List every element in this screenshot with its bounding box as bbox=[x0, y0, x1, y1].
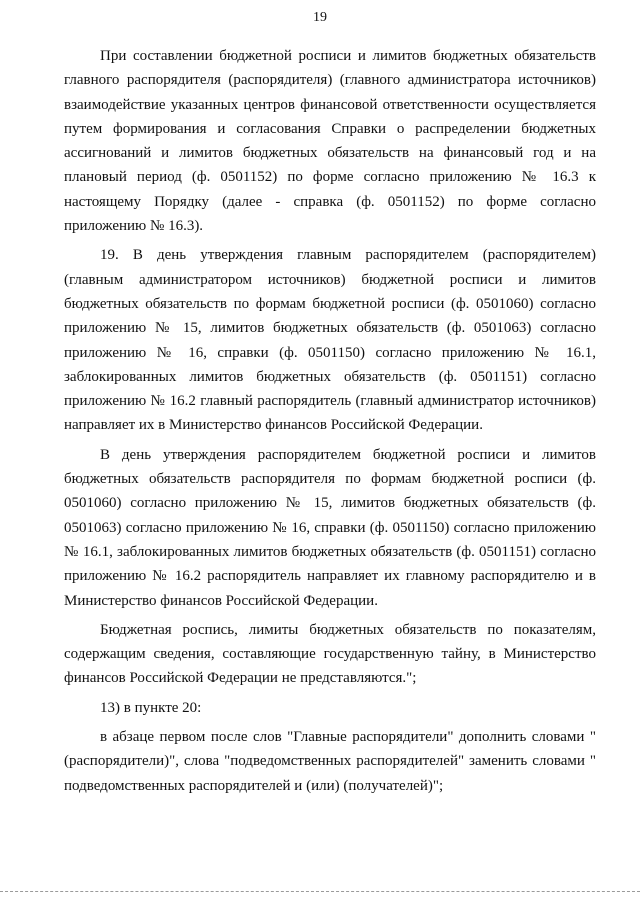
page-number: 19 bbox=[313, 10, 327, 25]
paragraph-item-13: 13) в пункте 20: bbox=[100, 699, 202, 716]
document-body bbox=[64, 44, 596, 798]
paragraph-distributor-approval: В день утверждения распорядителем бюджетной росписи и лимитов бюджетных обязательств распорядителя по формам бюджетной росписи (ф. 0501060) согласно приложению № 15, лимитов бюджетных обязательств (ф. 0501063) согласно приложению № 16, справки (ф. 0501150) согласно приложению № 16.1, заблокированных лимитов бюджетных обязательств (ф. 0501151) согласно приложению № 16.2 распорядитель направляет их главному распорядителю и в Министерство финансов Российской Федерации. bbox=[64, 446, 596, 609]
paragraph-amendment: в абзаце первом после слов "Главные распорядители" дополнить словами "(распорядители)", слова "подведомственных распорядителей" заменить словами " подведомственных распорядителей и (или) (получателей)"; bbox=[64, 729, 596, 794]
paragraph-item-19: 19. В день утверждения главным распорядителем (распорядителем) (главным администратором источников) бюджетной росписи и лимитов бюджетных обязательств по формам бюджетной росписи (ф. 0501060) согласно приложению № 15, лимитов бюджетных обязательств (ф. 0501063) согласно приложению № 16, справки (ф. 0501150) согласно приложению № 16.1, заблокированных лимитов бюджетных обязательств (ф. 0501151) согласно приложению № 16.2 главный распорядитель (главный администратор источников) направляет их в Министерство финансов Российской Федерации. bbox=[64, 247, 596, 434]
bottom-divider bbox=[0, 891, 640, 892]
paragraph-budget-painting: При составлении бюджетной росписи и лимитов бюджетных обязательств главного распорядителя (распорядителя) (главного администратора источников) взаимодействие указанных центров финансовой ответственности осуществляется путем формирования и согласования Справки о распределении бюджетных ассигнований и лимитов бюджетных обязательств на финансовый год и на плановый период (ф. 0501152) по форме согласно приложению № 16.3 к настоящему Порядку (далее - справка (ф. 0501152) по форме согласно приложению № 16.3). bbox=[64, 48, 596, 235]
paragraph-state-secret: Бюджетная роспись, лимиты бюджетных обязательств по показателям, содержащим сведения, составляющие государственную тайну, в Министерство финансов Российской Федерации не представляются."; bbox=[64, 621, 596, 687]
